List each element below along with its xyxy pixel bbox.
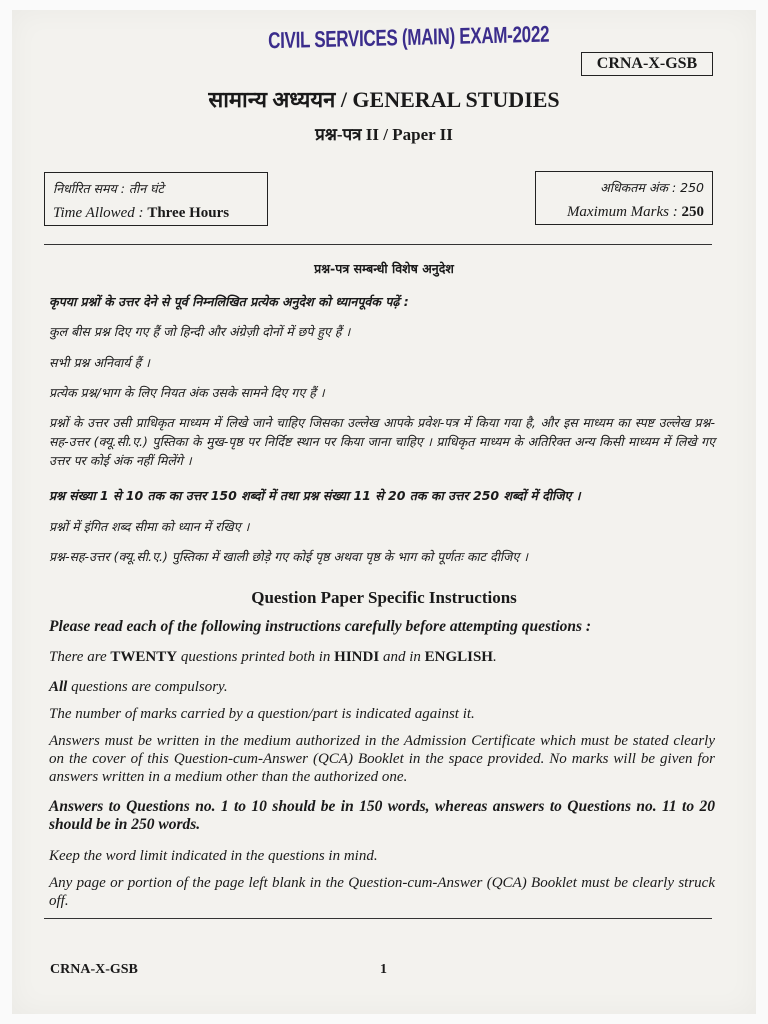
- twenty-bold: TWENTY: [110, 649, 178, 665]
- english-instruction-medium: Answers must be written in the medium authorized in the Admission Certificate which must be stated clearly on the cover of this Question-cum-Answer (QCA) Booklet in the space provided. No marks will be given for answers written in a medium other than the authorized one.: [49, 733, 715, 785]
- footer-page-number: 1: [380, 962, 387, 977]
- time-allowed-box: [44, 172, 268, 226]
- maximum-marks-english: [544, 200, 704, 224]
- twenty-mid: questions printed both in: [177, 649, 335, 665]
- hindi-instruction-blank-pages: प्रश्न-सह-उत्तर (क्यू.सी.ए.) पुस्तिका में खाली छोड़े गए कोई पृष्ठ अथवा पृष्ठ के भाग को पूर्णतः काट दीजिए ।: [49, 549, 528, 564]
- english-instruction-word-limit: Keep the word limit indicated in the questions in mind.: [49, 848, 378, 864]
- english-instruction-word-count: Answers to Questions no. 1 to 10 should be in 150 words, whereas answers to Questions no. 11 to 20 should be in 250 words.: [49, 798, 715, 833]
- paper-title: सामान्य अध्ययन / GENERAL STUDIES: [208, 87, 560, 112]
- footer-paper-code: CRNA-X-GSB: [50, 962, 138, 977]
- all-bold: All: [49, 679, 68, 695]
- period: .: [492, 649, 497, 665]
- all-rest: questions are compulsory.: [67, 679, 228, 695]
- time-allowed-label: Time Allowed :: [53, 205, 148, 221]
- maximum-marks-hindi: अधिकतम अंक : 250: [600, 180, 704, 195]
- english-instructions-heading: Question Paper Specific Instructions: [251, 588, 517, 607]
- hindi-instruction-compulsory: सभी प्रश्न अनिवार्य हैं ।: [49, 355, 150, 370]
- paper-code-box: CRNA-X-GSB: [581, 52, 713, 76]
- hindi-instruction-word-limit: प्रश्नों में इंगित शब्द सीमा को ध्यान में रखिए ।: [49, 519, 250, 534]
- time-allowed-value: Three Hours: [147, 205, 230, 221]
- maximum-marks-box: [535, 171, 713, 225]
- english-instruction-intro: Please read each of the following instructions carefully before attempting questions :: [49, 618, 592, 635]
- and-text: and in: [379, 649, 425, 665]
- english-bold: ENGLISH: [424, 649, 493, 665]
- paper-subtitle: प्रश्न-पत्र II / Paper II: [315, 125, 453, 144]
- twenty-pre: There are: [49, 649, 111, 665]
- hindi-instruction-marks: प्रत्येक प्रश्न/भाग के लिए नियत अंक उसके सामने दिए गए हैं ।: [49, 385, 325, 400]
- maximum-marks-value: 250: [681, 204, 704, 220]
- english-instruction-compulsory: [49, 678, 715, 696]
- hindi-instruction-medium: प्रश्नों के उत्तर उसी प्राधिकृत माध्यम में लिखे जाने चाहिए जिसका उल्लेख आपके प्रवेश-पत्र में किया गया है, और इस माध्यम का स्पष्ट उल्लेख प्रश्न-सह-उत्तर (क्यू.सी.ए.) पुस्तिका के मुख-पृष्ठ पर निर्दिष्ट स्थान पर किया जाना चाहिए । प्राधिकृत माध्यम के अतिरिक्त अन्य किसी माध्यम में लिखे गए उत्तर पर कोई अंक नहीं मिलेंगे ।: [49, 415, 715, 468]
- time-allowed-hindi: निर्धारित समय : तीन घंटे: [53, 181, 164, 196]
- english-instruction-marks: The number of marks carried by a question/part is indicated against it.: [49, 706, 475, 722]
- hindi-instructions-heading: प्रश्न-पत्र सम्बन्धी विशेष अनुदेश: [314, 261, 454, 276]
- maximum-marks-label: Maximum Marks :: [566, 204, 682, 220]
- hindi-instruction-word-count: प्रश्न संख्या 1 से 10 तक का उत्तर 150 शब्दों में तथा प्रश्न संख्या 11 से 20 तक का उत्तर 250 शब्दों में दीजिए ।: [49, 488, 581, 503]
- hindi-instruction-twenty: कुल बीस प्रश्न दिए गए हैं जो हिन्दी और अंग्रेज़ी दोनों में छपे हुए हैं ।: [49, 324, 351, 339]
- exam-stamp: CIVIL SERVICES (MAIN) EXAM-2022: [268, 21, 550, 54]
- hindi-bold: HINDI: [334, 649, 380, 665]
- english-instruction-blank-pages: Any page or portion of the page left blank in the Question-cum-Answer (QCA) Booklet must be clearly struck off.: [49, 875, 715, 909]
- english-instruction-twenty: [49, 648, 715, 666]
- divider-top: [44, 244, 712, 245]
- time-allowed-english: [53, 201, 259, 225]
- hindi-instruction-intro: कृपया प्रश्नों के उत्तर देने से पूर्व निम्नलिखित प्रत्येक अनुदेश को ध्यानपूर्वक पढ़ें :: [49, 294, 409, 309]
- divider-bottom: [44, 918, 712, 919]
